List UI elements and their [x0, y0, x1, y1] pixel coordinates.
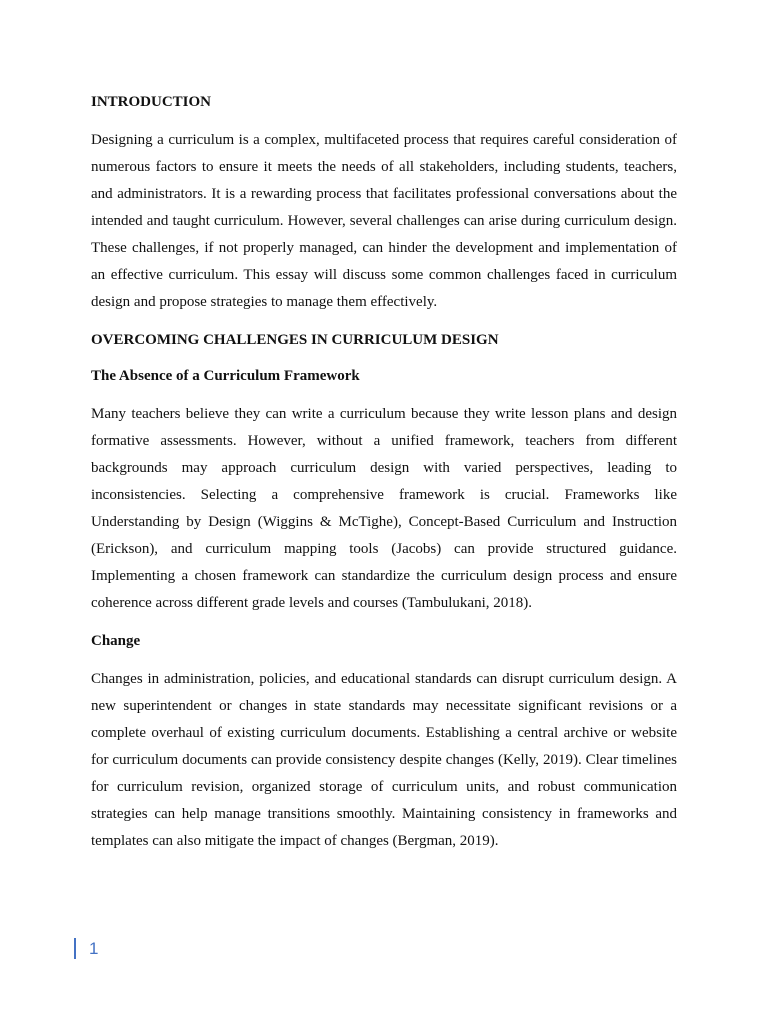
introduction-paragraph: Designing a curriculum is a complex, multifaceted process that requires careful consideration of numerous factors to ensure it meets the needs of all stakeholders, including students, teachers, and administrators. It is a rewarding process that facilitates professional conversations about the intended and taught curriculum. However, several challenges can arise during curriculum design. These challenges, if not properly managed, can hinder the development and implementation of an effective curriculum. This essay will discuss some common challenges faced in curriculum design and propose strategies to manage them effectively. [91, 132, 677, 310]
page-footer [74, 938, 98, 959]
framework-absence-heading: The Absence of a Curriculum Framework [91, 368, 360, 384]
change-paragraph: Changes in administration, policies, and educational standards can disrupt curriculum design. A new superintendent or changes in state standards may necessitate significant revisions or a complete overhaul of existing curriculum documents. Establishing a central archive or website for curriculum documents can provide consistency despite changes (Kelly, 2019). Clear timelines for curriculum revision, organized storage of curriculum units, and robust communication strategies can help manage transitions smoothly. Maintaining consistency in frameworks and templates can also mitigate the impact of changes (Bergman, 2019). [91, 671, 677, 849]
footer-accent-bar [74, 938, 76, 959]
change-heading: Change [91, 633, 141, 649]
overcoming-challenges-heading: OVERCOMING CHALLENGES IN CURRICULUM DESIGN [91, 332, 499, 348]
framework-absence-paragraph: Many teachers believe they can write a curriculum because they write lesson plans and design formative assessments. However, without a unified framework, teachers from different backgrounds may approach curriculum design with varied perspectives, leading to inconsistencies. Selecting a comprehensive framework is crucial. Frameworks like Understanding by Design (Wiggins & McTighe), Concept-Based Curriculum and Instruction (Erickson), and curriculum mapping tools (Jacobs) can provide structured guidance. Implementing a chosen framework can standardize the curriculum design process and ensure coherence across different grade levels and courses (Tambulukani, 2018). [91, 406, 677, 611]
document-body [91, 91, 677, 855]
page-number: 1 [89, 939, 99, 958]
introduction-heading: INTRODUCTION [91, 94, 212, 110]
